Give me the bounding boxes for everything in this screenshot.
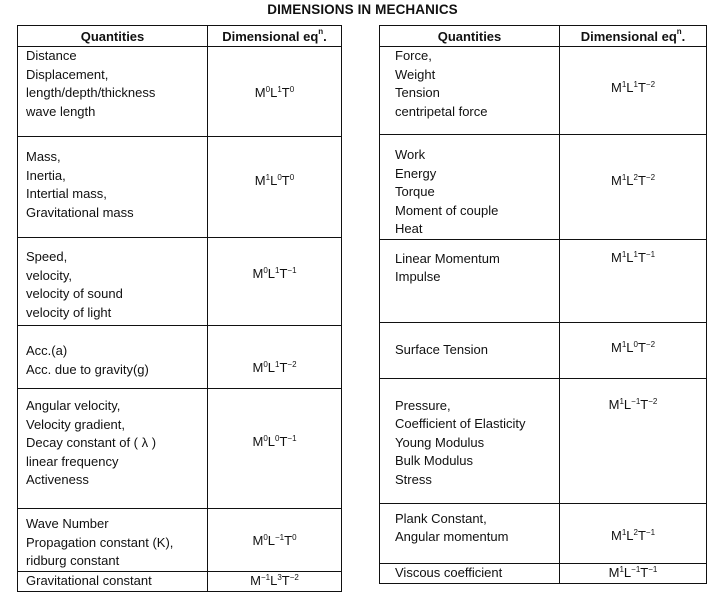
- quantity-label: Acc.(a): [26, 343, 68, 358]
- dimension-cell: [208, 326, 342, 389]
- quantities-cell: [18, 389, 208, 509]
- dimension-symbol: T: [637, 249, 646, 265]
- dimensional-formula: [208, 533, 341, 548]
- quantities-cell: [380, 47, 560, 135]
- table-row: [380, 322, 707, 378]
- table-row: [380, 135, 707, 240]
- dimensional-formula: [208, 573, 341, 588]
- dimensional-header-superscript: n: [318, 26, 324, 36]
- quantities-header: Quantities: [18, 26, 208, 47]
- dimension-symbol: M: [250, 572, 261, 588]
- dimension-exponent: 2: [633, 173, 638, 182]
- quantity-label: Mass,: [26, 149, 61, 164]
- dimension-exponent: −1: [631, 564, 641, 574]
- dimension-exponent: −1: [631, 396, 641, 406]
- quantity-label: Acc. due to gravity(g): [26, 361, 149, 377]
- dimensions-table-left: [17, 25, 342, 592]
- dimension-symbol: M: [252, 360, 264, 375]
- dimension-exponent: 0: [263, 533, 268, 542]
- dimensional-formula: [560, 340, 706, 355]
- dimension-symbol: L: [267, 533, 275, 548]
- quantity-label: ridburg constant: [26, 553, 120, 568]
- dimension-cell: [560, 239, 707, 322]
- dimension-cell: [560, 503, 707, 563]
- dimension-symbol: T: [284, 533, 293, 548]
- quantity-label: Viscous coefficient: [395, 564, 503, 580]
- dimension-exponent: 1: [619, 396, 624, 406]
- quantity-label: wave length: [26, 103, 96, 119]
- quantity-label: Surface Tension: [395, 341, 488, 357]
- dimension-exponent: 0: [292, 533, 297, 542]
- dimension-symbol: M: [254, 85, 266, 100]
- dimension-exponent: 1: [621, 249, 627, 259]
- quantities-cell: [380, 378, 560, 503]
- quantity-label: Plank Constant,: [395, 510, 487, 526]
- dimension-exponent: 1: [633, 80, 638, 89]
- dimension-exponent: 1: [265, 173, 271, 182]
- table-row: [18, 47, 342, 137]
- dimension-exponent: 0: [263, 434, 268, 443]
- dimensional-header-period: .: [323, 28, 327, 44]
- dimension-symbol: M: [608, 396, 620, 412]
- dimension-symbol: M: [610, 527, 622, 543]
- dimensional-formula: [560, 173, 706, 188]
- page-title: DIMENSIONS IN MECHANICS: [267, 2, 458, 17]
- dimension-exponent: 0: [289, 173, 295, 182]
- dimension-exponent: 3: [277, 572, 282, 582]
- dimension-exponent: −2: [648, 396, 658, 406]
- dimension-symbol: T: [640, 396, 649, 412]
- quantity-label: Weight: [395, 66, 436, 82]
- quantity-label: Stress: [395, 471, 432, 487]
- dimension-symbol: L: [626, 173, 634, 188]
- quantity-label: velocity of sound: [26, 286, 123, 301]
- quantities-header: Quantities: [380, 26, 560, 47]
- dimension-symbol: L: [267, 266, 275, 281]
- dimensional-formula: [560, 80, 706, 95]
- table-row: [18, 389, 342, 509]
- dimension-symbol: L: [270, 85, 278, 100]
- dimensional-equation-header: [208, 26, 342, 47]
- dimension-symbol: M: [610, 339, 622, 355]
- dimension-exponent: 1: [621, 80, 627, 89]
- dimension-symbol: L: [626, 339, 634, 355]
- dimension-exponent: −1: [287, 434, 297, 443]
- quantities-cell: [380, 503, 560, 563]
- dimension-exponent: 0: [289, 85, 295, 94]
- dimension-symbol: T: [279, 434, 288, 449]
- table-row: [380, 503, 707, 563]
- dimension-cell: [560, 378, 707, 503]
- quantities-cell: [18, 238, 208, 326]
- quantity-label: Angular momentum: [395, 529, 509, 544]
- dimension-symbol: L: [623, 564, 632, 580]
- dimension-cell: [560, 563, 707, 583]
- table-row: [380, 239, 707, 322]
- dimension-symbol: T: [637, 527, 646, 543]
- dimensional-equation-header: [560, 26, 707, 47]
- dimension-exponent: 2: [633, 527, 638, 537]
- quantity-label: Pressure,: [395, 397, 451, 413]
- dimension-exponent: 1: [619, 564, 624, 574]
- quantities-cell: [380, 239, 560, 322]
- dimension-exponent: 0: [263, 360, 268, 369]
- dimensional-header-text: Dimensional eq: [222, 28, 319, 44]
- quantity-label: Coefficient of Elasticity: [395, 416, 526, 431]
- quantities-cell: [380, 322, 560, 378]
- dimension-symbol: L: [626, 80, 634, 95]
- table-row: [18, 238, 342, 326]
- dimensional-formula: [208, 173, 341, 188]
- table-row: [18, 137, 342, 238]
- dimension-exponent: 1: [633, 249, 638, 259]
- dimensional-formula: [208, 85, 341, 100]
- table-row: [18, 326, 342, 389]
- quantity-label: Velocity gradient,: [26, 416, 126, 432]
- table-row: [380, 47, 707, 135]
- quantity-label: Moment of couple: [395, 202, 499, 218]
- dimension-exponent: −2: [645, 339, 656, 349]
- quantity-label: Wave Number: [26, 516, 109, 531]
- dimension-symbol: T: [640, 564, 649, 580]
- quantity-label: Decay constant of ( λ ): [26, 435, 157, 450]
- table-row: [380, 378, 707, 503]
- dimension-exponent: 1: [621, 339, 627, 349]
- dimension-exponent: −2: [645, 80, 656, 89]
- dimension-symbol: L: [267, 360, 275, 375]
- dimension-cell: [560, 135, 707, 240]
- dimensional-formula: [560, 250, 706, 265]
- dimensional-formula: [560, 397, 706, 412]
- dimension-symbol: T: [281, 572, 290, 588]
- quantity-label: length/depth/thickness: [26, 85, 156, 100]
- quantity-label: linear frequency: [26, 453, 119, 469]
- quantity-label: Activeness: [26, 472, 89, 487]
- dimension-cell: [208, 238, 342, 326]
- dimension-cell: [208, 137, 342, 238]
- dimension-exponent: −2: [287, 360, 297, 369]
- dimension-exponent: 1: [275, 266, 280, 275]
- table-row: [18, 509, 342, 572]
- dimensional-formula: [208, 360, 341, 375]
- dimension-cell: [208, 571, 342, 591]
- quantity-label: Angular velocity,: [26, 398, 121, 413]
- quantity-label: Distance: [26, 48, 77, 63]
- quantities-cell: [18, 571, 208, 591]
- dimension-symbol: M: [254, 173, 266, 188]
- quantity-label: Torque: [395, 184, 435, 199]
- dimension-symbol: L: [623, 396, 632, 412]
- dimension-symbol: M: [252, 434, 264, 449]
- quantity-label: Force,: [395, 48, 432, 63]
- dimension-cell: [560, 322, 707, 378]
- dimension-cell: [560, 47, 707, 135]
- dimension-symbol: T: [637, 80, 646, 95]
- dimension-exponent: 1: [621, 527, 627, 537]
- quantity-label: velocity of light: [26, 304, 112, 320]
- dimension-exponent: 0: [277, 173, 282, 182]
- dimension-symbol: T: [281, 173, 290, 188]
- dimension-symbol: M: [610, 173, 622, 188]
- quantity-label: Speed,: [26, 249, 68, 264]
- dimension-exponent: 0: [633, 339, 638, 349]
- quantity-label: Displacement,: [26, 66, 109, 82]
- quantities-cell: [380, 563, 560, 583]
- quantities-cell: [18, 137, 208, 238]
- dimensional-header-superscript: n: [676, 26, 682, 36]
- dimensional-formula: [560, 565, 706, 580]
- dimension-exponent: 0: [265, 85, 271, 94]
- dimension-cell: [208, 47, 342, 137]
- quantity-label: Gravitational mass: [26, 204, 134, 220]
- dimension-symbol: T: [281, 85, 290, 100]
- quantities-cell: [380, 135, 560, 240]
- table-header-row: [18, 26, 342, 47]
- quantity-label: velocity,: [26, 267, 72, 283]
- dimension-cell: [208, 389, 342, 509]
- quantity-label: Inertia,: [26, 167, 66, 183]
- dimension-exponent: 1: [277, 85, 282, 94]
- dimension-symbol: T: [637, 339, 646, 355]
- quantities-cell: [18, 509, 208, 572]
- dimension-exponent: −2: [645, 173, 656, 182]
- dimensional-formula: [208, 434, 341, 449]
- quantities-cell: [18, 47, 208, 137]
- dimension-symbol: L: [626, 527, 634, 543]
- quantity-label: Impulse: [395, 269, 441, 284]
- table-row: [380, 563, 707, 583]
- quantity-label: Energy: [395, 165, 437, 181]
- dimension-exponent: −1: [287, 266, 297, 275]
- dimension-symbol: M: [610, 80, 622, 95]
- dimensional-formula: [208, 266, 341, 281]
- dimensional-header-text: Dimensional eq: [580, 28, 677, 44]
- table-row: [18, 571, 342, 591]
- dimension-symbol: M: [610, 249, 622, 265]
- dimension-exponent: 1: [621, 173, 627, 182]
- dimension-exponent: 0: [275, 434, 280, 443]
- quantity-label: Work: [395, 147, 426, 162]
- dimensional-formula: [560, 528, 706, 543]
- dimension-symbol: T: [279, 266, 288, 281]
- dimension-exponent: −2: [289, 572, 299, 582]
- quantity-label: Tension: [395, 85, 440, 100]
- dimension-exponent: −1: [275, 533, 285, 542]
- quantity-label: Bulk Modulus: [395, 453, 474, 468]
- quantity-label: Intertial mass,: [26, 186, 107, 201]
- dimension-exponent: −1: [645, 249, 656, 259]
- dimension-exponent: −1: [260, 572, 271, 582]
- dimension-symbol: L: [626, 249, 634, 265]
- dimension-symbol: M: [252, 266, 264, 281]
- quantity-label: Young Modulus: [395, 434, 485, 450]
- quantity-label: Propagation constant (K),: [26, 534, 174, 550]
- quantity-label: centripetal force: [395, 103, 488, 119]
- dimension-symbol: T: [279, 360, 288, 375]
- quantity-label: Linear Momentum: [395, 250, 500, 266]
- dimension-symbol: M: [608, 564, 620, 580]
- dimension-symbol: L: [267, 434, 275, 449]
- dimension-symbol: L: [270, 572, 278, 588]
- dimensions-table-right: [379, 25, 707, 584]
- dimensional-header-period: .: [681, 28, 686, 44]
- dimension-exponent: 0: [263, 266, 268, 275]
- table-header-row: [380, 26, 707, 47]
- quantities-cell: [18, 326, 208, 389]
- dimension-symbol: L: [270, 173, 278, 188]
- dimension-symbol: T: [637, 173, 646, 188]
- dimension-exponent: −1: [645, 527, 656, 537]
- dimension-exponent: 1: [275, 360, 280, 369]
- dimension-exponent: −1: [648, 564, 658, 574]
- dimension-cell: [208, 509, 342, 572]
- quantity-label: Gravitational constant: [26, 572, 152, 588]
- quantity-label: Heat: [395, 221, 423, 236]
- dimension-symbol: M: [252, 533, 264, 548]
